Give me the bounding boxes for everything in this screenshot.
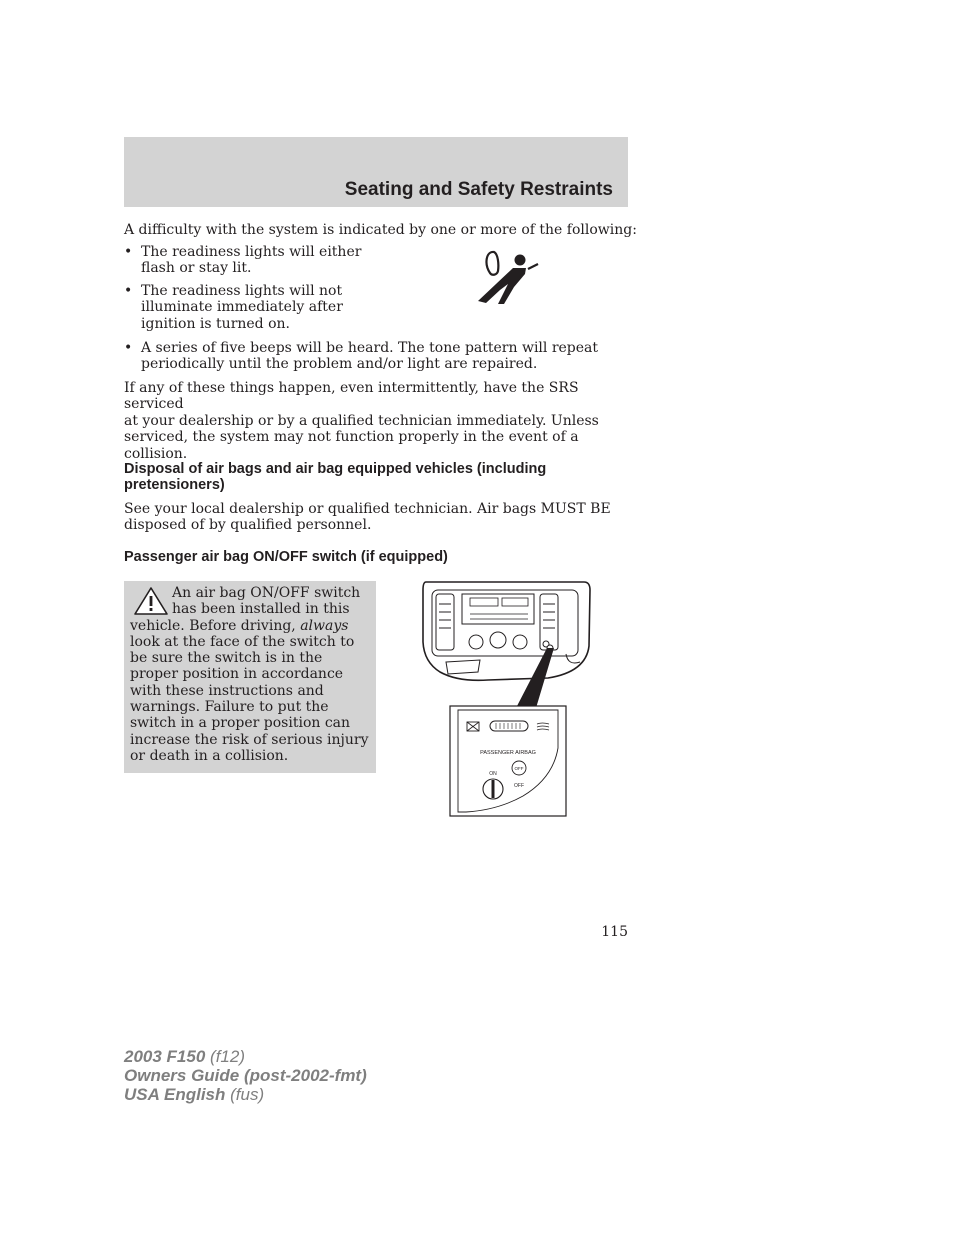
document-footer xyxy=(124,1047,367,1104)
warning-box xyxy=(124,581,376,773)
srs-line: collision. xyxy=(124,445,188,462)
bullet-item-illuminate xyxy=(124,283,364,332)
srs-line: serviced, the system may not function properly in the event of a xyxy=(124,429,579,446)
disposal-heading-line: pretensioners) xyxy=(124,477,225,494)
disposal-heading-line: Disposal of air bags and air bag equipped vehicles (including xyxy=(124,461,547,477)
srs-line: at your dealership or by a qualified technician immediately. Unless xyxy=(124,412,599,429)
page-number: 115 xyxy=(601,924,628,940)
switch-location-illustration xyxy=(418,576,593,821)
srs-line: If any of these things happen, even intermittently, have the SRS serviced xyxy=(124,380,579,413)
bullet-text: flash or stay lit. xyxy=(141,260,252,277)
footer-language: USA English xyxy=(124,1085,226,1104)
bullet-item-beeps xyxy=(124,340,628,373)
bullet-text: A series of five beeps will be heard. The tone pattern will repeat xyxy=(141,340,599,356)
switch-off-label: OFF xyxy=(514,783,524,789)
intro-paragraph: A difficulty with the system is indicated by one or more of the following: xyxy=(124,222,637,238)
passenger-airbag-label: PASSENGER AIRBAG xyxy=(480,750,536,756)
bullet-text: The readiness lights will either xyxy=(141,244,362,260)
bullet-text: ignition is turned on. xyxy=(141,315,290,332)
warning-text xyxy=(130,585,372,764)
switch-on-label: ON xyxy=(489,771,497,777)
section-title: Seating and Safety Restraints xyxy=(344,179,613,200)
bullet-symbol: • xyxy=(124,283,133,299)
disposal-line: disposed of by qualified personnel. xyxy=(124,517,372,534)
bullet-item-flash xyxy=(124,244,364,277)
footer-model: 2003 F150 xyxy=(124,1047,206,1066)
bullet-symbol: • xyxy=(124,340,133,356)
airbag-warning-icon xyxy=(468,246,544,310)
footer-model-code: (f12) xyxy=(210,1047,245,1066)
disposal-paragraph xyxy=(124,501,634,534)
disposal-line: See your local dealership or qualified technician. Air bags MUST BE xyxy=(124,501,611,517)
warning-text-part: An air bag ON/OFF switch has been installed in this vehicle. Before driving, xyxy=(130,585,361,634)
bullet-text: periodically until the problem and/or light are repaired. xyxy=(141,356,538,373)
footer-language-code: (fus) xyxy=(230,1085,265,1104)
footer-guide: Owners Guide (post-2002-fmt) xyxy=(124,1066,367,1085)
srs-paragraph xyxy=(124,380,634,462)
bullet-symbol: • xyxy=(124,244,133,260)
bullet-text: illuminate immediately after xyxy=(141,299,343,316)
warning-triangle-icon xyxy=(130,585,172,617)
disposal-heading xyxy=(124,461,634,494)
off-indicator-label: OFF xyxy=(514,766,524,771)
bullet-text: The readiness lights will not xyxy=(141,283,343,299)
switch-section-heading: Passenger air bag ON/OFF switch (if equipped) xyxy=(124,549,448,565)
warning-text-part: look at the face of the switch to be sure the switch is in the proper position in accordance with these instructions and warnings. Failure to put the switch in a proper position can increase the risk of serious injury or death in a collision. xyxy=(130,633,369,764)
section-header-band xyxy=(124,137,628,207)
warning-emphasis: always xyxy=(300,617,349,634)
